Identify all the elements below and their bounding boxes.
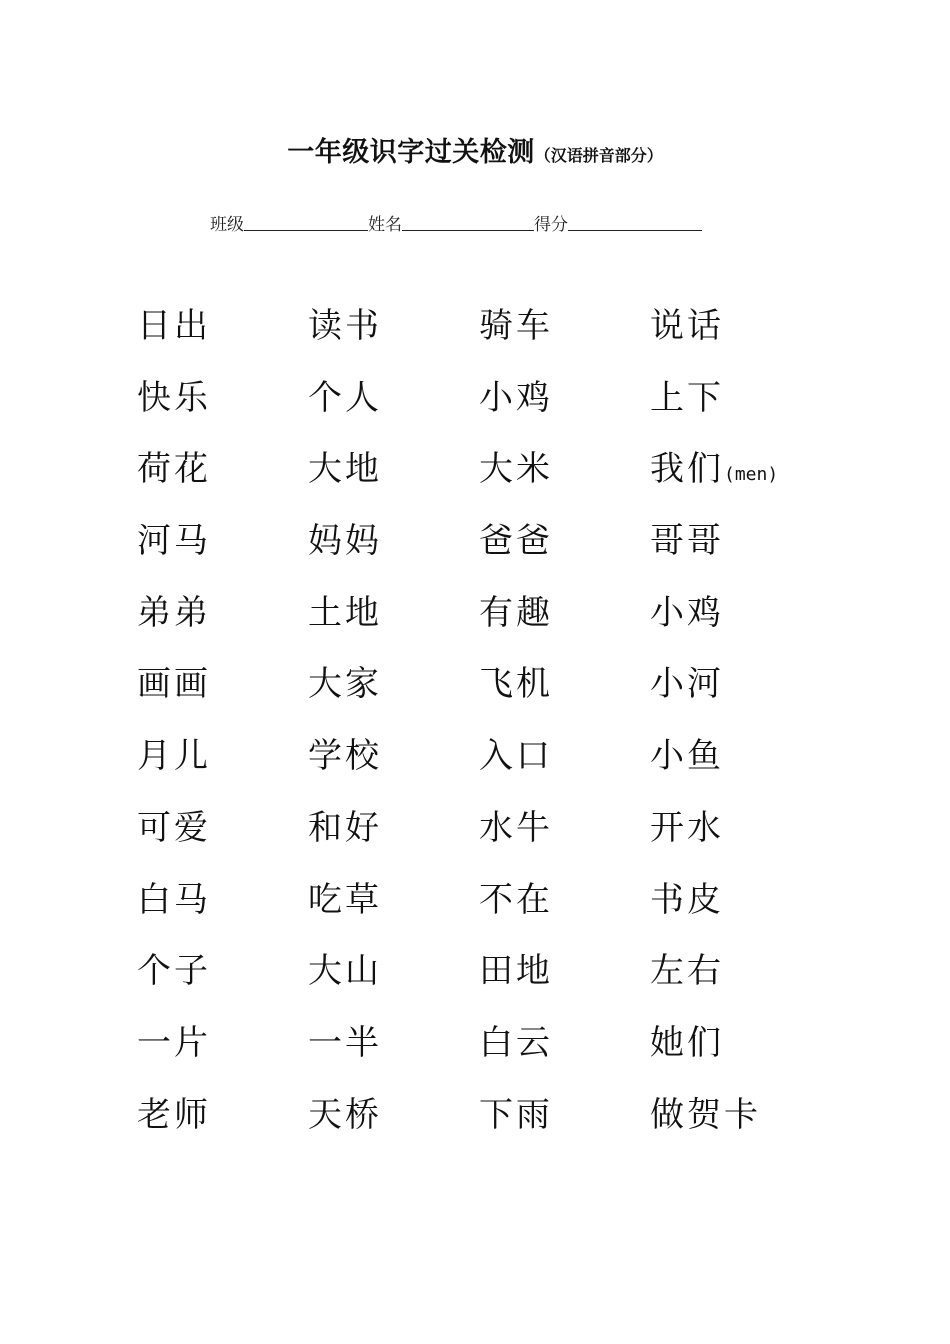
word-item: 画画 (137, 664, 211, 705)
word-item: 有趣 (479, 592, 553, 633)
word-item: 说话 (650, 306, 724, 346)
word-item: 白云 (479, 1022, 553, 1063)
score-field-line (568, 210, 702, 231)
word-item: 一半 (308, 1022, 382, 1063)
word-row (137, 658, 837, 730)
word-item: 哥哥 (650, 521, 724, 562)
word-row (137, 1089, 837, 1161)
word-row (137, 730, 837, 802)
word-item: 可爱 (137, 807, 211, 848)
title-row (0, 130, 950, 169)
word-item: 飞机 (479, 664, 553, 705)
word-row (137, 443, 837, 515)
word-item: 日出 (137, 306, 211, 346)
word-row (137, 945, 837, 1017)
word-item: 妈妈 (308, 521, 382, 562)
name-field-line (402, 210, 534, 231)
word-item: 白马 (137, 879, 211, 920)
word-row (137, 1017, 837, 1089)
word-item: 老师 (137, 1094, 211, 1135)
word-item: 读书 (308, 306, 382, 346)
word-item: 我们 (650, 449, 724, 490)
word-row (137, 874, 837, 946)
word-item: 小鸡 (650, 592, 724, 633)
word-item: 天桥 (308, 1094, 382, 1135)
word-item: 学校 (308, 736, 382, 777)
score-label: 得分 (534, 215, 568, 235)
word-item: 不在 (479, 879, 553, 920)
word-item: 田地 (479, 951, 553, 992)
word-row (137, 587, 837, 659)
word-item: 大米 (479, 449, 553, 490)
word-item: 大家 (308, 664, 382, 705)
word-row (137, 515, 837, 587)
word-item: 一片 (137, 1022, 211, 1063)
word-item: 个子 (137, 951, 211, 992)
student-info-row (210, 210, 702, 238)
word-item: 荷花 (137, 449, 211, 490)
word-item: 开水 (650, 807, 724, 848)
word-item: 小鸡 (479, 377, 553, 418)
word-item: 快乐 (137, 377, 211, 418)
word-item: 上下 (650, 377, 724, 418)
word-item: 小鱼 (650, 736, 724, 777)
page-subtitle: （汉语拼音部分） (534, 146, 663, 165)
word-item: 入口 (479, 736, 553, 777)
word-item: 骑车 (479, 306, 553, 346)
word-item: 和好 (308, 807, 382, 848)
word-grid (137, 300, 837, 1160)
word-row (137, 372, 837, 444)
word-item: 水牛 (479, 807, 553, 848)
word-item: 大地 (308, 449, 382, 490)
word-item: 下雨 (479, 1094, 553, 1135)
word-item: 个人 (308, 377, 382, 418)
word-item: 书皮 (650, 879, 724, 920)
name-label: 姓名 (368, 215, 402, 235)
word-item: 弟弟 (137, 592, 211, 633)
word-item-with-note (650, 443, 778, 501)
word-item: 左右 (650, 951, 724, 992)
page-title: 一年级识字过关检测 (287, 137, 535, 168)
word-item: 土地 (308, 592, 382, 633)
word-row (137, 300, 837, 372)
word-row (137, 802, 837, 874)
word-item: 做贺卡 (650, 1094, 761, 1135)
word-item: 小河 (650, 664, 724, 705)
word-item: 河马 (137, 521, 211, 562)
word-item: 吃草 (308, 879, 382, 920)
pinyin-annotation: (men) (724, 464, 779, 486)
word-item: 大山 (308, 951, 382, 992)
word-item: 月儿 (137, 736, 211, 777)
class-field-line (244, 210, 368, 231)
word-item: 爸爸 (479, 521, 553, 562)
word-item: 她们 (650, 1022, 724, 1063)
class-label: 班级 (210, 215, 244, 235)
